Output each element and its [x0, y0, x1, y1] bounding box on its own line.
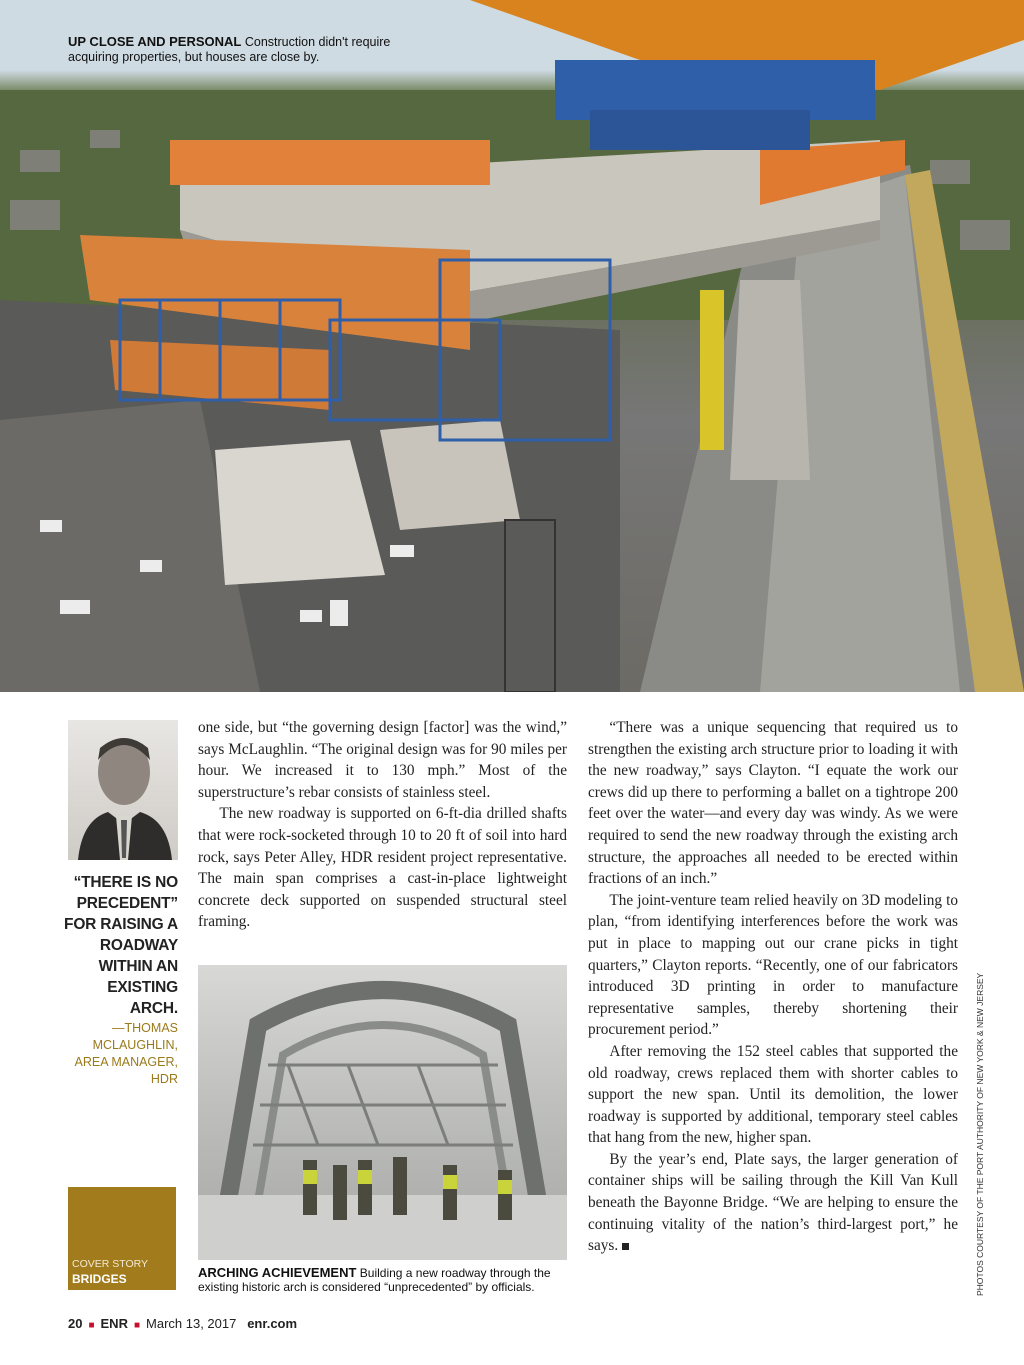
hero-caption-title: UP CLOSE AND PERSONAL [68, 34, 242, 49]
separator-icon: ■ [88, 1320, 95, 1331]
paragraph: After removing the 152 steel cables that supported the old roadway, crews replaced them with shorter cables to support the new span. Until its demolition, the lower roadway is supported by additional, temporary steel cables that hang from the new, higher span. [588, 1042, 958, 1147]
article-column-2 [588, 717, 958, 1257]
end-mark-icon [622, 1243, 629, 1250]
bridge-caption-text: Building a new roadway through the existing historic arch is considered “unprecedented” by officials. [198, 1266, 551, 1294]
hero-caption [68, 34, 398, 65]
paragraph: one side, but “the governing design [factor] was the wind,” says McLaughlin. “The original design was for 90 miles per hour. We increased it to 130 mph.” Most of the superstructure’s rebar consists of stainless steel. [198, 719, 567, 801]
pull-quote-attribution: —THOMAS MCLAUGHLIN, AREA MANAGER, HDR [74, 1021, 178, 1086]
paragraph: The joint-venture team relied heavily on 3D modeling to plan, “from identifying interferences before the work was put in place to mapping out our crane picks in tight quarters,” Clayton reports. “Recently, one of our fabricators introduced 3D printing in order to manufacture representative samples, thereby shortening their procurement period.” [588, 891, 958, 1039]
pull-quote: “THERE IS NO PRECEDENT” FOR RAISING A ROADWAY WITHIN AN EXISTING ARCH. [64, 874, 178, 1017]
photo-credit: PHOTOS COURTESY OF THE PORT AUTHORITY OF NEW YORK & NEW JERSEY [975, 972, 985, 1296]
person-portrait-illustration [68, 720, 178, 860]
section-tag [68, 1187, 176, 1290]
separator-icon: ■ [133, 1320, 141, 1331]
paragraph-text: By the year’s end, Plate says, the larger generation of container ships will be sailing through the Kill Van Kull beneath the Bayonne Bridge. “We are helping to ensure the continuing vitality of the nation’s third-largest port,” he says. [588, 1150, 958, 1255]
site-link[interactable]: enr.com [247, 1316, 298, 1331]
bridge-photo-caption [198, 1266, 570, 1294]
hero-caption-text: Construction didn't require acquiring properties, but houses are close by. [68, 35, 391, 64]
paragraph-last [588, 1149, 958, 1257]
paragraph: The new roadway is supported on 6-ft-dia drilled shafts that were rock-socketed through 10 to 20 ft of soil into hard rock, says Peter Alley, HDR resident project representative. The main span comprises a cast-in-place lightweight concrete deck supported on suspended structural steel framing. [198, 805, 567, 931]
portrait-photo [68, 720, 178, 860]
page-number: 20 [68, 1316, 83, 1331]
bridge-arch-illustration [198, 965, 567, 1260]
bridge-caption-title: ARCHING ACHIEVEMENT [198, 1265, 357, 1280]
page-footer [68, 1316, 297, 1331]
article-column-1 [198, 717, 567, 933]
section-tag-main: BRIDGES [72, 1272, 127, 1286]
magazine-name: ENR [100, 1316, 128, 1331]
section-tag-top: COVER STORY [72, 1258, 149, 1270]
paragraph: “There was a unique sequencing that required us to strengthen the existing arch structure prior to loading it with the new roadway,” says Clayton. “I equate the work our crews did up there to performing a ballet on a tightrope 200 feet over the water—and every day was windy. As we were required to send the new roadway through the existing arch structure, the approaches all needed to be erected within fractions of an inch.” [588, 719, 958, 888]
bridge-photo [198, 965, 567, 1260]
issue-date: March 13, 2017 [146, 1316, 237, 1331]
